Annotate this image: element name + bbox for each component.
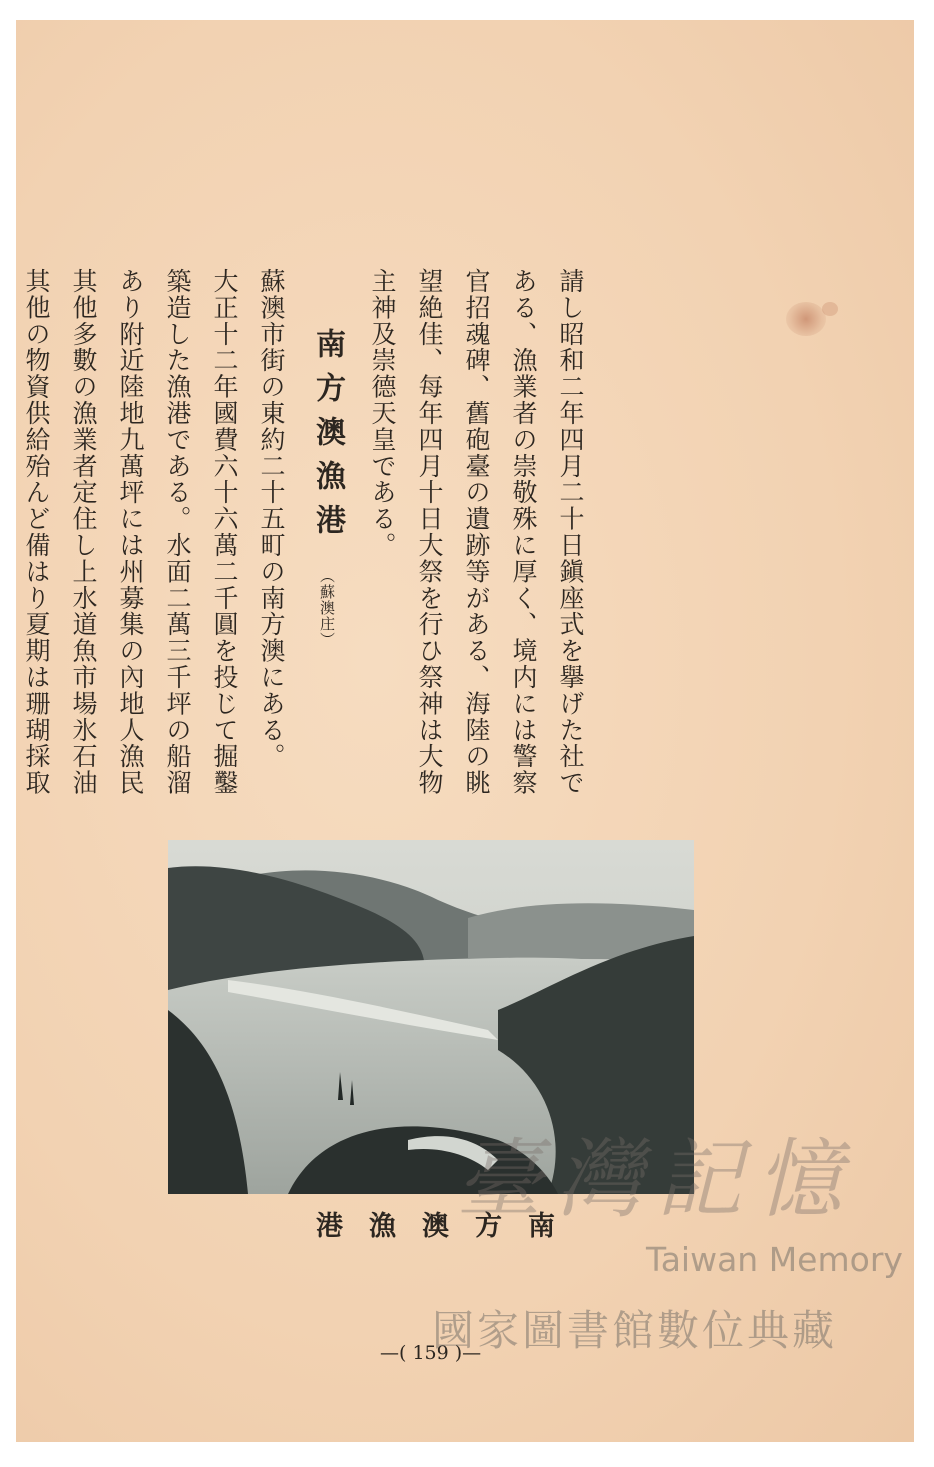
- text-line: ある、漁業者の崇敬殊に厚く、境内には警察: [509, 268, 538, 796]
- section-heading-note: （蘇澳庄）: [318, 568, 336, 648]
- section-heading: [310, 268, 345, 648]
- text-line: 主神及崇德天皇である。: [368, 268, 397, 559]
- paper-stain: [786, 302, 826, 336]
- section-line: 其他の物資供給殆んど備はり夏期は珊瑚採取: [22, 268, 51, 796]
- text-line: 請し昭和二年四月二十日鎭座式を擧げた社で: [556, 268, 585, 796]
- section-line: 大正十二年國費六十六萬二千圓を投じて掘鑿: [210, 268, 239, 796]
- section-line: あり附近陸地九萬坪には州募集の內地人漁民: [116, 268, 145, 796]
- watermark-english: Taiwan Memory: [646, 1240, 903, 1279]
- paper-stain-small: [822, 302, 838, 316]
- watermark-chinese: 國家圖書館數位典藏: [432, 1306, 838, 1355]
- watermark-logo: 臺灣記憶: [456, 1130, 856, 1230]
- vertical-text-block: [22, 268, 594, 808]
- text-line: 官招魂碑、舊砲臺の遺跡等がある、海陸の眺: [462, 268, 491, 796]
- page-number: —( 159 )—: [380, 1342, 482, 1364]
- text-line: 望絶佳、每年四月十日大祭を行ひ祭神は大物: [415, 268, 444, 796]
- section-heading-text: 南方澳漁港: [310, 328, 345, 548]
- section-line: 蘇澳市街の東約二十五町の南方澳にある。: [257, 268, 286, 770]
- watermark: [396, 1110, 914, 1380]
- photo-caption: 港漁澳方南: [316, 1211, 581, 1242]
- scanned-page: [16, 20, 914, 1442]
- section-line: 築造した漁港である。水面二萬三千坪の船溜: [163, 268, 192, 796]
- section-line: 其他多數の漁業者定住し上水道魚市場氷石油: [69, 268, 98, 796]
